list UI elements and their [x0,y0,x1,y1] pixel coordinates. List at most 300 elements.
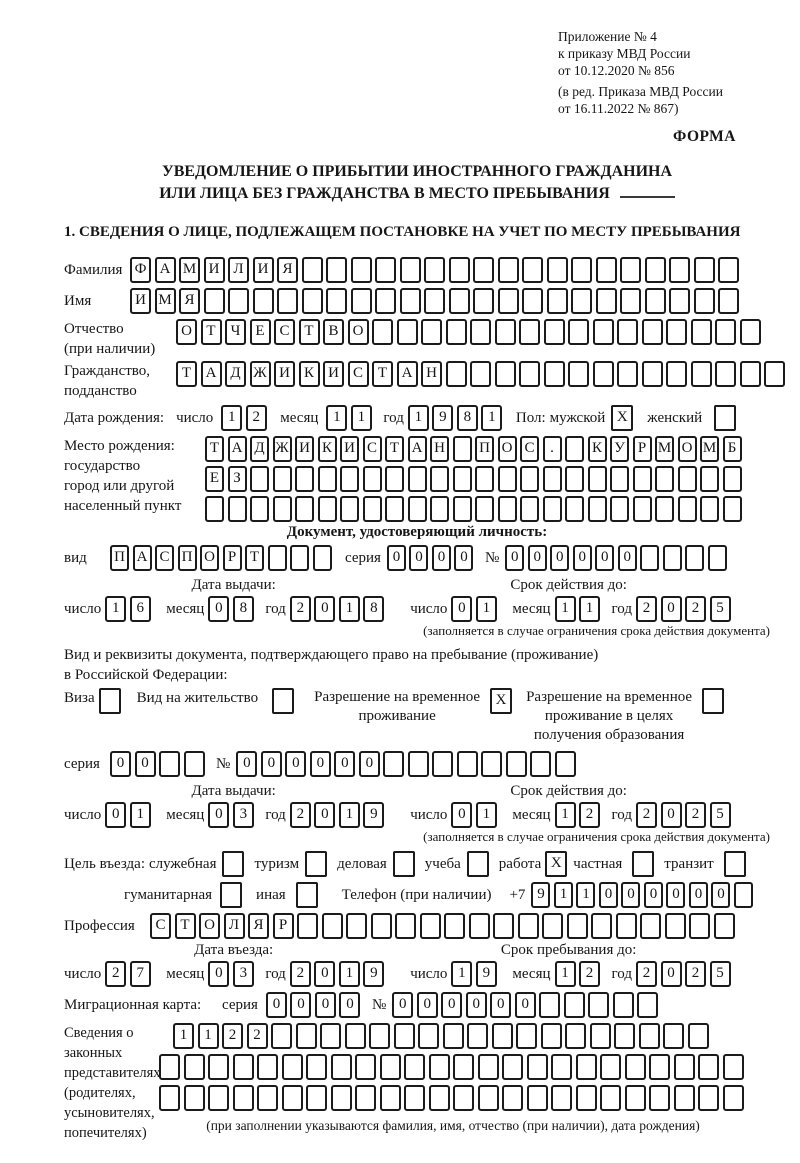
date-cell[interactable]: 9 [476,961,497,987]
representative-cell[interactable] [614,1023,635,1049]
birth-place-cell[interactable] [588,496,607,522]
birth-day-cell[interactable]: 1 [221,405,242,431]
patronymic-cell[interactable] [715,319,736,345]
date-cell[interactable]: 2 [105,961,126,987]
citizenship-cell[interactable] [617,361,638,387]
profession-cell[interactable] [714,913,735,939]
birth-place-cell[interactable] [363,466,382,492]
birth-place-cell[interactable] [543,496,562,522]
representative-cell[interactable] [565,1023,586,1049]
representative-cell[interactable] [527,1054,548,1080]
patronymic-cell[interactable] [740,319,761,345]
name-cell[interactable] [522,288,543,314]
surname-cell[interactable] [302,257,323,283]
representative-cell[interactable]: 1 [198,1023,219,1049]
residence-series-cell[interactable] [184,751,205,777]
doc-number-cell[interactable] [685,545,704,571]
birth-place-cell[interactable]: К [588,436,607,462]
migration-series-cell[interactable]: 0 [290,992,311,1018]
patronymic-cell[interactable]: Ч [225,319,246,345]
phone-digit-cell[interactable]: 0 [599,882,618,908]
name-cell[interactable] [204,288,225,314]
profession-cell[interactable] [542,913,563,939]
surname-cell[interactable]: И [204,257,225,283]
doc-kind-cell[interactable]: С [155,545,174,571]
birth-place-cell[interactable]: А [228,436,247,462]
representative-cell[interactable] [663,1023,684,1049]
migration-series-cell[interactable]: 0 [315,992,336,1018]
date-cell[interactable]: 1 [476,596,497,622]
date-cell[interactable]: 1 [339,596,360,622]
doc-kind-cell[interactable]: П [178,545,197,571]
doc-number-cell[interactable]: 0 [505,545,524,571]
doc-kind-cell[interactable]: О [200,545,219,571]
patronymic-cell[interactable] [568,319,589,345]
representative-cell[interactable] [600,1054,621,1080]
citizenship-cell[interactable] [740,361,761,387]
citizenship-cell[interactable] [470,361,491,387]
birth-place-cell[interactable] [723,466,742,492]
birth-day-cell[interactable]: 2 [246,405,267,431]
patronymic-cell[interactable]: В [323,319,344,345]
name-cell[interactable] [228,288,249,314]
representative-cell[interactable] [345,1023,366,1049]
patronymic-cell[interactable] [593,319,614,345]
birth-place-cell[interactable] [430,466,449,492]
representative-cell[interactable] [625,1085,646,1111]
date-cell[interactable]: 2 [290,802,311,828]
representative-cell[interactable] [380,1054,401,1080]
date-cell[interactable]: 3 [233,802,254,828]
profession-cell[interactable] [616,913,637,939]
birth-place-cell[interactable]: Н [430,436,449,462]
migration-number-cell[interactable]: 0 [417,992,438,1018]
representative-cell[interactable] [688,1023,709,1049]
citizenship-cell[interactable]: Т [176,361,197,387]
date-cell[interactable]: 1 [451,961,472,987]
date-cell[interactable]: 1 [579,596,600,622]
surname-cell[interactable]: Я [277,257,298,283]
migration-number-cell[interactable]: 0 [392,992,413,1018]
birth-place-cell[interactable] [250,496,269,522]
date-cell[interactable]: 0 [451,596,472,622]
date-cell[interactable]: 7 [130,961,151,987]
date-cell[interactable]: 5 [710,802,731,828]
birth-place-cell[interactable]: Ж [273,436,292,462]
representative-cell[interactable] [453,1054,474,1080]
birth-place-cell[interactable]: И [340,436,359,462]
representative-cell[interactable] [625,1054,646,1080]
patronymic-cell[interactable]: Т [299,319,320,345]
purpose-work-checkbox[interactable]: X [545,851,567,877]
doc-kind-cell[interactable]: А [133,545,152,571]
representative-cell[interactable] [257,1085,278,1111]
date-cell[interactable]: 5 [710,596,731,622]
surname-cell[interactable]: А [155,257,176,283]
name-cell[interactable] [277,288,298,314]
date-cell[interactable]: 2 [636,802,657,828]
profession-cell[interactable] [665,913,686,939]
birth-place-cell[interactable] [700,496,719,522]
birth-place-cell[interactable] [453,496,472,522]
representative-cell[interactable]: 2 [222,1023,243,1049]
phone-digit-cell[interactable]: 0 [689,882,708,908]
representative-cell[interactable] [380,1085,401,1111]
name-cell[interactable] [326,288,347,314]
residence-number-cell[interactable]: 0 [359,751,380,777]
profession-cell[interactable] [322,913,343,939]
birth-place-cell[interactable] [453,466,472,492]
birth-place-cell[interactable] [408,496,427,522]
surname-cell[interactable]: И [253,257,274,283]
patronymic-cell[interactable] [544,319,565,345]
date-cell[interactable]: 2 [290,596,311,622]
birth-place-cell[interactable] [318,466,337,492]
surname-cell[interactable] [424,257,445,283]
birth-place-cell[interactable] [228,496,247,522]
phone-digit-cell[interactable]: 1 [554,882,573,908]
residence-number-cell[interactable]: 0 [285,751,306,777]
birth-place-cell[interactable] [340,496,359,522]
representative-cell[interactable] [576,1085,597,1111]
name-cell[interactable] [571,288,592,314]
surname-cell[interactable]: Л [228,257,249,283]
date-cell[interactable]: 1 [130,802,151,828]
date-cell[interactable]: 0 [105,802,126,828]
citizenship-cell[interactable]: С [348,361,369,387]
citizenship-cell[interactable] [666,361,687,387]
surname-cell[interactable] [620,257,641,283]
profession-cell[interactable] [640,913,661,939]
phone-digit-cell[interactable]: 9 [531,882,550,908]
doc-series-cell[interactable]: 0 [387,545,406,571]
birth-place-cell[interactable] [700,466,719,492]
patronymic-cell[interactable] [397,319,418,345]
representative-cell[interactable] [404,1054,425,1080]
birth-place-cell[interactable] [520,496,539,522]
birth-place-cell[interactable]: Т [205,436,224,462]
surname-cell[interactable]: Ф [130,257,151,283]
birth-place-cell[interactable] [475,496,494,522]
surname-cell[interactable] [522,257,543,283]
birth-place-cell[interactable] [295,496,314,522]
residence-number-cell[interactable] [408,751,429,777]
patronymic-cell[interactable] [642,319,663,345]
birth-year-cell[interactable]: 9 [432,405,453,431]
representative-cell[interactable] [541,1023,562,1049]
name-cell[interactable] [645,288,666,314]
doc-series-cell[interactable]: 0 [454,545,473,571]
citizenship-cell[interactable] [519,361,540,387]
citizenship-cell[interactable] [446,361,467,387]
date-cell[interactable]: 0 [314,596,335,622]
residence-number-cell[interactable]: 0 [310,751,331,777]
birth-place-cell[interactable] [633,466,652,492]
name-cell[interactable] [449,288,470,314]
profession-cell[interactable]: Л [224,913,245,939]
representative-cell[interactable] [184,1054,205,1080]
date-cell[interactable]: 2 [685,961,706,987]
citizenship-cell[interactable]: К [299,361,320,387]
date-cell[interactable]: 0 [314,802,335,828]
patronymic-cell[interactable] [470,319,491,345]
doc-kind-cell[interactable] [290,545,309,571]
surname-cell[interactable] [718,257,739,283]
date-cell[interactable]: 6 [130,596,151,622]
date-cell[interactable]: 1 [555,961,576,987]
representative-cell[interactable] [394,1023,415,1049]
representative-cell[interactable] [271,1023,292,1049]
doc-number-cell[interactable] [663,545,682,571]
residence-number-cell[interactable]: 0 [236,751,257,777]
representative-cell[interactable] [467,1023,488,1049]
date-cell[interactable]: 1 [555,802,576,828]
birth-place-cell[interactable] [520,466,539,492]
profession-cell[interactable] [297,913,318,939]
purpose-humanitarian-checkbox[interactable] [220,882,242,908]
representative-cell[interactable] [723,1085,744,1111]
date-cell[interactable]: 0 [661,961,682,987]
citizenship-cell[interactable]: И [323,361,344,387]
date-cell[interactable]: 0 [208,961,229,987]
date-cell[interactable]: 0 [661,802,682,828]
date-cell[interactable]: 0 [661,596,682,622]
date-cell[interactable]: 8 [363,596,384,622]
patronymic-cell[interactable] [617,319,638,345]
citizenship-cell[interactable] [642,361,663,387]
date-cell[interactable]: 0 [208,596,229,622]
surname-cell[interactable] [669,257,690,283]
patronymic-cell[interactable] [421,319,442,345]
birth-place-cell[interactable] [565,496,584,522]
doc-series-cell[interactable]: 0 [432,545,451,571]
representative-cell[interactable] [233,1085,254,1111]
migration-number-cell[interactable] [588,992,609,1018]
edu-permit-checkbox[interactable] [702,688,724,714]
doc-number-cell[interactable]: 0 [618,545,637,571]
citizenship-cell[interactable] [568,361,589,387]
residence-number-cell[interactable] [530,751,551,777]
birth-place-cell[interactable]: Р [633,436,652,462]
birth-place-cell[interactable]: О [498,436,517,462]
patronymic-cell[interactable]: Е [250,319,271,345]
birth-place-cell[interactable] [633,496,652,522]
doc-number-cell[interactable]: 0 [595,545,614,571]
citizenship-cell[interactable]: Ж [250,361,271,387]
surname-cell[interactable] [498,257,519,283]
residence-series-cell[interactable]: 0 [110,751,131,777]
birth-place-cell[interactable] [408,466,427,492]
name-cell[interactable] [694,288,715,314]
name-cell[interactable] [400,288,421,314]
representative-cell[interactable]: 2 [247,1023,268,1049]
phone-digit-cell[interactable]: 0 [621,882,640,908]
birth-place-cell[interactable]: М [700,436,719,462]
purpose-tourism-checkbox[interactable] [305,851,327,877]
surname-cell[interactable] [473,257,494,283]
birth-place-cell[interactable] [498,466,517,492]
representative-cell[interactable] [159,1085,180,1111]
residence-number-cell[interactable] [383,751,404,777]
doc-number-cell[interactable]: 0 [528,545,547,571]
surname-cell[interactable] [547,257,568,283]
birth-place-cell[interactable] [385,496,404,522]
residence-number-cell[interactable] [555,751,576,777]
representative-cell[interactable] [159,1054,180,1080]
migration-number-cell[interactable] [564,992,585,1018]
name-cell[interactable] [718,288,739,314]
birth-place-cell[interactable] [543,466,562,492]
residence-number-cell[interactable] [457,751,478,777]
birth-place-cell[interactable]: М [655,436,674,462]
birth-place-cell[interactable] [610,496,629,522]
birth-place-cell[interactable] [453,436,472,462]
purpose-transit-checkbox[interactable] [724,851,746,877]
doc-kind-cell[interactable]: П [110,545,129,571]
representative-cell[interactable] [355,1085,376,1111]
citizenship-cell[interactable] [593,361,614,387]
representative-cell[interactable] [674,1054,695,1080]
representative-cell[interactable] [478,1085,499,1111]
patronymic-cell[interactable]: С [274,319,295,345]
profession-cell[interactable] [371,913,392,939]
date-cell[interactable]: 2 [685,802,706,828]
representative-cell[interactable] [698,1054,719,1080]
representative-cell[interactable] [478,1054,499,1080]
birth-place-cell[interactable]: . [543,436,562,462]
birth-year-cell[interactable]: 1 [408,405,429,431]
birth-place-cell[interactable]: И [295,436,314,462]
profession-cell[interactable]: О [199,913,220,939]
birth-place-cell[interactable] [363,496,382,522]
representative-cell[interactable]: 1 [173,1023,194,1049]
citizenship-cell[interactable]: Т [372,361,393,387]
migration-number-cell[interactable] [539,992,560,1018]
birth-place-cell[interactable]: У [610,436,629,462]
phone-digit-cell[interactable]: 0 [711,882,730,908]
patronymic-cell[interactable] [666,319,687,345]
profession-cell[interactable]: Р [273,913,294,939]
name-cell[interactable] [424,288,445,314]
representative-cell[interactable] [674,1085,695,1111]
name-cell[interactable] [253,288,274,314]
migration-series-cell[interactable]: 0 [266,992,287,1018]
birth-month-cell[interactable]: 1 [351,405,372,431]
date-cell[interactable]: 2 [579,802,600,828]
name-cell[interactable] [351,288,372,314]
birth-place-cell[interactable] [250,466,269,492]
purpose-other-checkbox[interactable] [296,882,318,908]
name-cell[interactable] [596,288,617,314]
date-cell[interactable]: 9 [363,961,384,987]
representative-cell[interactable] [516,1023,537,1049]
residence-permit-checkbox[interactable] [272,688,294,714]
residence-number-cell[interactable]: 0 [334,751,355,777]
date-cell[interactable]: 8 [233,596,254,622]
name-cell[interactable] [302,288,323,314]
profession-cell[interactable] [689,913,710,939]
doc-series-cell[interactable]: 0 [409,545,428,571]
phone-digit-cell[interactable] [734,882,753,908]
surname-cell[interactable] [596,257,617,283]
representative-cell[interactable] [208,1085,229,1111]
birth-place-cell[interactable]: Т [385,436,404,462]
birth-place-cell[interactable] [498,496,517,522]
name-cell[interactable]: И [130,288,151,314]
representative-cell[interactable] [453,1085,474,1111]
representative-cell[interactable] [502,1054,523,1080]
doc-kind-cell[interactable]: Т [245,545,264,571]
phone-digit-cell[interactable]: 0 [644,882,663,908]
purpose-study-checkbox[interactable] [467,851,489,877]
date-cell[interactable]: 3 [233,961,254,987]
citizenship-cell[interactable] [764,361,785,387]
representative-cell[interactable] [306,1054,327,1080]
birth-place-cell[interactable]: Д [250,436,269,462]
patronymic-cell[interactable] [691,319,712,345]
birth-place-cell[interactable]: Б [723,436,742,462]
residence-number-cell[interactable] [432,751,453,777]
birth-place-cell[interactable] [655,466,674,492]
representative-cell[interactable] [320,1023,341,1049]
patronymic-cell[interactable] [519,319,540,345]
birth-place-cell[interactable]: С [363,436,382,462]
profession-cell[interactable] [420,913,441,939]
birth-place-cell[interactable]: О [678,436,697,462]
surname-cell[interactable] [351,257,372,283]
representative-cell[interactable] [306,1085,327,1111]
name-cell[interactable] [620,288,641,314]
date-cell[interactable]: 1 [339,961,360,987]
representative-cell[interactable] [355,1054,376,1080]
visa-checkbox[interactable] [99,688,121,714]
residence-number-cell[interactable]: 0 [261,751,282,777]
patronymic-cell[interactable]: О [176,319,197,345]
citizenship-cell[interactable] [495,361,516,387]
date-cell[interactable]: 2 [579,961,600,987]
birth-month-cell[interactable]: 1 [326,405,347,431]
birth-place-cell[interactable] [385,466,404,492]
profession-cell[interactable]: Т [175,913,196,939]
profession-cell[interactable] [518,913,539,939]
purpose-official-checkbox[interactable] [222,851,244,877]
representative-cell[interactable] [331,1054,352,1080]
citizenship-cell[interactable] [715,361,736,387]
name-cell[interactable]: Я [179,288,200,314]
birth-place-cell[interactable]: Е [205,466,224,492]
name-cell[interactable] [473,288,494,314]
birth-place-cell[interactable] [430,496,449,522]
surname-cell[interactable] [400,257,421,283]
birth-year-cell[interactable]: 8 [457,405,478,431]
phone-digit-cell[interactable]: 1 [576,882,595,908]
female-checkbox[interactable] [714,405,736,431]
profession-cell[interactable] [567,913,588,939]
birth-place-cell[interactable] [655,496,674,522]
representative-cell[interactable] [282,1085,303,1111]
residence-number-cell[interactable] [481,751,502,777]
date-cell[interactable]: 1 [339,802,360,828]
representative-cell[interactable] [649,1054,670,1080]
citizenship-cell[interactable] [691,361,712,387]
birth-place-cell[interactable] [723,496,742,522]
patronymic-cell[interactable]: Т [201,319,222,345]
date-cell[interactable]: 0 [208,802,229,828]
birth-year-cell[interactable]: 1 [481,405,502,431]
representative-cell[interactable] [492,1023,513,1049]
name-cell[interactable] [498,288,519,314]
residence-series-cell[interactable]: 0 [135,751,156,777]
